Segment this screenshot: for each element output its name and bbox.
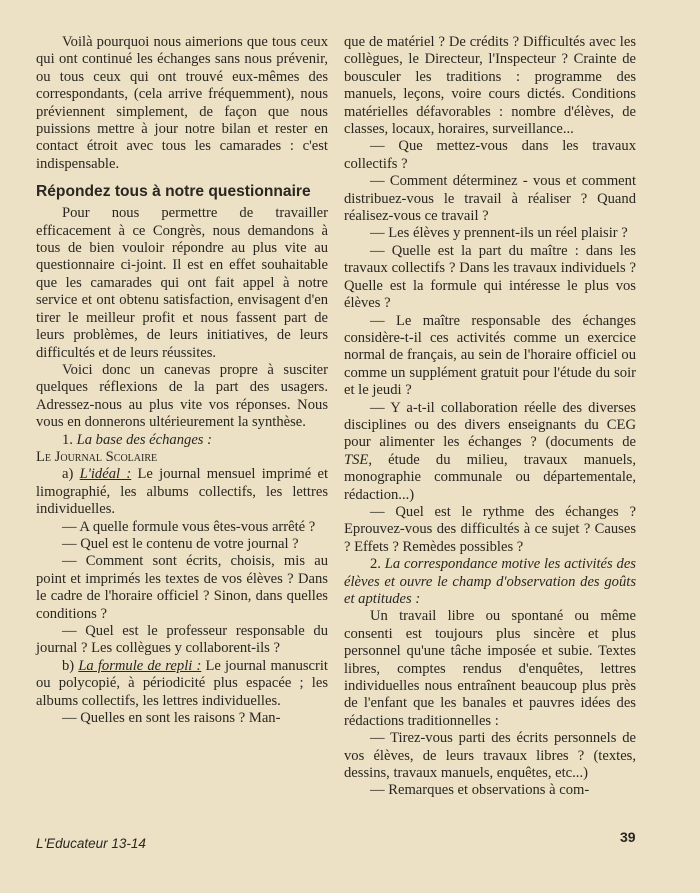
section-heading: Répondez tous à notre questionnaire: [36, 183, 311, 201]
question: — Quel est le contenu de votre journal ?: [62, 535, 299, 552]
subsection-title: La correspondance motive les activités des élèves et ouvre le champ d'observation des goûts et aptitudes :: [344, 556, 636, 607]
item-b: [36, 658, 328, 710]
question: — Remarques et observations à com-: [370, 782, 590, 799]
question: — Tirez-vous parti des écrits personnels de vos élèves, de leurs travaux libres ? (textes, dessins, travaux manuels, enquêtes, etc...): [344, 730, 636, 782]
question-text: , étude du milieu, travaux manuels, monographie communale ou départementale, rédaction...): [344, 451, 636, 503]
subsection-title: La base des échanges :: [76, 431, 212, 448]
subsection-1-title: [36, 432, 328, 449]
question: — Quel est le professeur responsable du journal ? Les collègues y collaborent-ils ?: [36, 623, 328, 657]
continued-paragraph: que de matériel ? De crédits ? Difficultés avec les collègues, le Directeur, l'Inspecteur ? Crainte de bousculer les traditions : programme des manuels, leçons, voire cours dictés. Conditions matérielles défavorables : nombre d'élèves, de classes, locaux, horaires, surveillance...: [344, 34, 636, 138]
question: — A quelle formule vous êtes-vous arrêté ?: [62, 518, 316, 535]
question: [344, 400, 636, 504]
intro-paragraph: Voilà pourquoi nous aimerions que tous ceux qui ont continué les échanges sans nous prévenir, ou tous ceux qui ont trouvé eux-mêmes des correspondants, (cela arrive fréquemment), nous préviennent simplement, de façon que nous puissions mettre à jour notre bilan et rester en contact étroit avec tous les camarades : c'est indispensable.: [36, 34, 328, 172]
travail-libre-paragraph: Un travail libre ou spontané ou même consenti est toujours plus sincère et plus personnel qu'une tâche imposée et subie. Textes libres, comptes rendus d'enquêtes, lettres individuelles nous entraînent beaucoup plus près de l'enfant que les banales et pauvres idées des rédactions traditionnelles :: [344, 608, 636, 729]
question: — Les élèves y prennent-ils un réel plaisir ?: [370, 225, 628, 242]
question: — Quelle est la part du maître : dans les travaux collectifs ? Dans les travaux individuels ? Quelle est la formule qui intéresse le plus vos élèves ?: [344, 242, 636, 312]
question: — Quelles en sont les raisons ? Man-: [62, 710, 281, 727]
questionnaire-paragraph: Pour nous permettre de travailler efficacement à ce Congrès, nous demandons à tous de bien vouloir répondre au plus vite au questionnaire ci-joint. Il est en effet souhaitable que les camarades qui ont fait appel à notre service et ont obtenu satisfaction, envisagent d'en tirer le meilleur profit et nous fassent part de leurs problèmes, de leurs initiatives, de leurs difficultés et de leurs réussites.: [36, 205, 328, 361]
subsection-number: 2.: [370, 556, 381, 573]
question-text: — Y a-t-il collaboration réelle des diverses disciplines ou des divers enseignants du CEG pour alimenter les échanges ? (documents de: [344, 399, 636, 451]
subsection-2-title: [344, 556, 636, 608]
question: — Comment déterminez - vous et comment distribuez-vous le travail à réaliser ? Quand réalisez-vous ce travail ?: [344, 173, 636, 225]
tse-abbreviation: TSE: [344, 451, 369, 468]
question: — Que mettez-vous dans les travaux collectifs ?: [344, 138, 636, 172]
item-b-text: Le journal manuscrit ou polycopié, à périodicité plus espacée ; les albums collectifs, les lettres individuelles.: [36, 657, 328, 709]
item-a: [36, 466, 328, 518]
canevas-paragraph: Voici donc un canevas propre à susciter quelques réflexions de la part des usagers. Adressez-nous au plus vite vos réponses. Nous vous en donnerons ultérieurement la synthèse.: [36, 361, 328, 431]
left-column: [36, 34, 328, 727]
question: — Le maître responsable des échanges considère-t-il ces activités comme un exercice normal de français, au sein de l'horaire officiel ou comme un supplément gratuit pour l'étude du soir et le jeudi ?: [344, 312, 636, 399]
journal-scolaire-label: Le Journal Scolaire: [36, 448, 158, 465]
item-a-label: a): [62, 466, 74, 483]
item-a-title: L'idéal :: [79, 466, 132, 483]
subsection-number: 1.: [62, 431, 73, 448]
page-number: 39: [620, 829, 636, 845]
question: — Comment sont écrits, choisis, mis au point et imprimés les textes de vos élèves ? Dans le cadre de l'horaire officiel ? Sinon, dans quelles conditions ?: [36, 553, 328, 622]
item-a-text: Le journal mensuel imprimé et limographié, les albums collectifs, les lettres individuelles.: [36, 466, 328, 518]
question: — Quel est le rythme des échanges ? Eprouvez-vous des difficultés à ce sujet ? Causes ? Effets ? Remèdes possibles ?: [344, 503, 636, 555]
item-b-label: b): [62, 657, 75, 674]
right-column: [344, 34, 636, 800]
footer-source: L'Educateur 13-14: [36, 836, 146, 851]
item-b-title: La formule de repli :: [78, 657, 202, 674]
